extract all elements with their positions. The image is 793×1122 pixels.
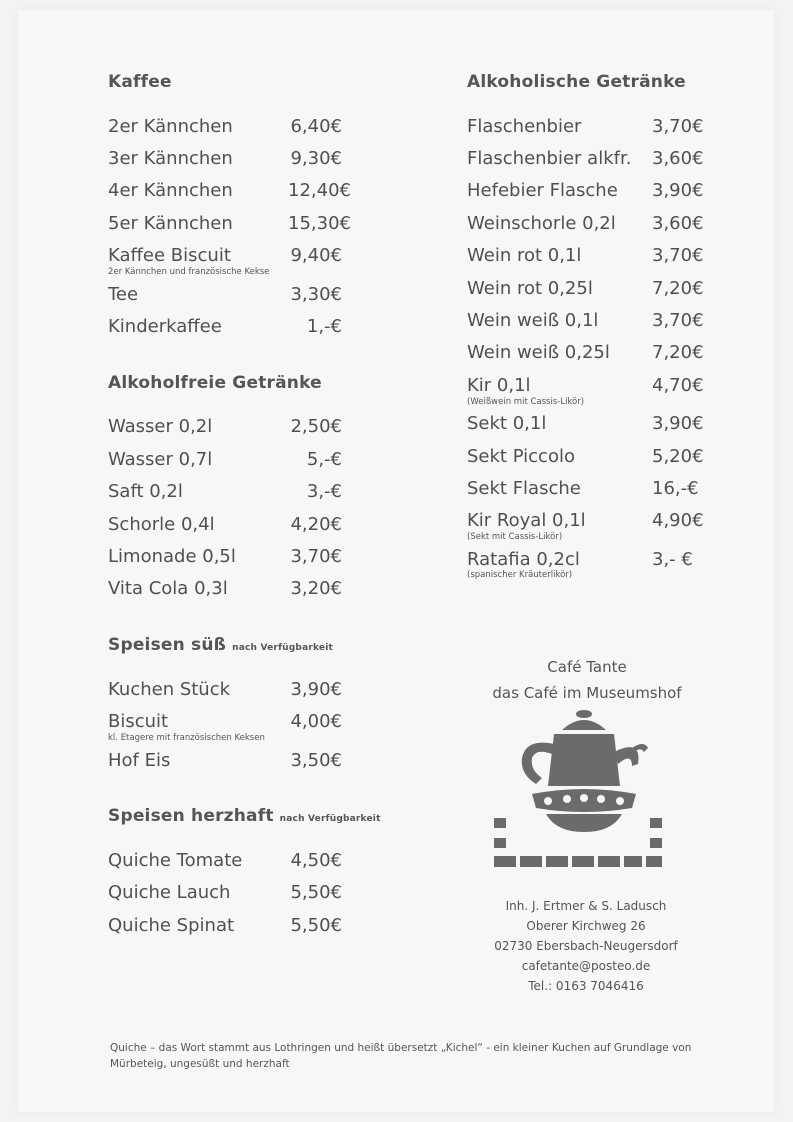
menu-item (467, 175, 707, 207)
menu-item-price: 3,90€ (290, 678, 342, 700)
menu-item-name: Vita Cola 0,3l (108, 578, 228, 600)
menu-item-name: Flaschenbier (467, 115, 582, 137)
menu-item (108, 278, 368, 310)
phone: Tel.: 0163 7046416 (528, 979, 644, 993)
menu-item-description: (spanischer Kräuterlikör) (467, 570, 573, 581)
teapot-icon (492, 708, 672, 878)
section-title (108, 72, 368, 92)
menu-item-name: Kaffee Biscuit (108, 245, 231, 267)
menu-item-price: 3,20€ (290, 578, 342, 600)
menu-item-name: Quiche Lauch (108, 882, 231, 904)
menu-item-price: 3,60€ (652, 148, 704, 170)
menu-item (467, 142, 707, 174)
section-title-text: Speisen herzhaft (108, 806, 274, 827)
menu-item (108, 877, 368, 909)
menu-column-right (467, 72, 707, 581)
menu-item-price: 3,30€ (290, 283, 342, 305)
menu-item-name: Hof Eis (108, 749, 171, 771)
menu-item-price: 3,- € (652, 548, 693, 570)
section-title (108, 635, 368, 655)
menu-item-name: Kir Royal 0,1l (467, 510, 586, 532)
owners: Inh. J. Ertmer & S. Ladusch (505, 899, 667, 913)
section-title-text: Speisen süß (108, 635, 227, 656)
menu-item-price: 3,70€ (652, 310, 704, 332)
menu-item-price: 4,20€ (290, 513, 342, 535)
menu-item-description: (Weißwein mit Cassis-Likör) (467, 396, 585, 407)
menu-item-price: 4,70€ (652, 374, 704, 396)
section-title (467, 72, 707, 92)
menu-item-price: 3,90€ (652, 180, 704, 202)
menu-item-name: Sekt Flasche (467, 477, 581, 499)
section-title-text: Kaffee (108, 72, 172, 92)
menu-item-price: 4,50€ (290, 849, 342, 871)
menu-item-price: 9,40€ (290, 245, 342, 267)
menu-item (108, 673, 368, 705)
menu-column-left (108, 72, 381, 941)
menu-item (467, 240, 707, 272)
brand-tagline: das Café im Museumshof (492, 684, 682, 702)
menu-item-name: Kuchen Stück (108, 678, 231, 700)
menu-item (108, 909, 368, 941)
menu-item-name: Quiche Spinat (108, 914, 235, 936)
menu-item (467, 408, 707, 440)
menu-item (108, 573, 368, 605)
menu-item-name: Ratafia 0,2cl (467, 548, 580, 570)
menu-item (108, 744, 368, 776)
menu-item-name: Tee (108, 283, 139, 305)
menu-item-price: 12,40€ (288, 180, 351, 202)
section-title (108, 806, 381, 827)
section-note: nach Verfügbarkeit (279, 814, 381, 825)
contact-block (468, 896, 704, 996)
menu-item (108, 207, 368, 239)
menu-item-name: Flaschenbier alkfr. (467, 148, 632, 170)
menu-item-price: 7,20€ (652, 277, 704, 299)
menu-item-price: 16,-€ (652, 477, 699, 499)
menu-item (108, 411, 368, 443)
section-gap (108, 605, 368, 635)
menu-item-price: 4,00€ (290, 711, 342, 733)
menu-item-name: 4er Kännchen (108, 180, 233, 202)
menu-item-name: 3er Kännchen (108, 148, 233, 170)
menu-item-name: Wasser 0,2l (108, 416, 213, 438)
menu-item-name: Weinschorle 0,2l (467, 212, 616, 234)
menu-item-name: Wein rot 0,25l (467, 277, 593, 299)
menu-item-name: Wein weiß 0,25l (467, 342, 610, 364)
section-title (108, 373, 368, 393)
email: cafetante@posteo.de (521, 959, 651, 973)
street: Oberer Kirchweg 26 (526, 919, 646, 933)
menu-item-price: 3,70€ (652, 245, 704, 267)
menu-item-price: 5,50€ (290, 882, 342, 904)
menu-item (108, 175, 368, 207)
menu-item-name: Wein weiß 0,1l (467, 310, 599, 332)
brand-block (467, 654, 707, 706)
menu-item-price: 7,20€ (652, 342, 704, 364)
menu-item-name: Biscuit (108, 711, 169, 733)
menu-item-price: 2,50€ (290, 416, 342, 438)
menu-item-description: 2er Kännchen und französische Kekse (108, 266, 270, 277)
menu-item-name: Wasser 0,7l (108, 448, 213, 470)
menu-item-name: Schorle 0,4l (108, 513, 215, 535)
menu-item-price: 3,90€ (652, 413, 704, 435)
menu-item-price: 3,70€ (290, 545, 342, 567)
menu-item-name: Quiche Tomate (108, 849, 243, 871)
menu-item (467, 337, 707, 369)
menu-item-description: (Sekt mit Cassis-Likör) (467, 532, 563, 543)
menu-item-name: Kir 0,1l (467, 374, 531, 396)
menu-item-name: Sekt 0,1l (467, 413, 547, 435)
quiche-footnote: Quiche – das Wort stammt aus Lothringen und heißt übersetzt „Kichel“ - ein kleiner Kuchen auf Grundlage von Mürbeteig, ungesüßt und herzhaft (110, 1042, 692, 1070)
section-title-text: Alkoholische Getränke (467, 72, 686, 92)
menu-item-name: Saft 0,2l (108, 481, 183, 503)
menu-item (108, 110, 368, 142)
menu-item-price: 15,30€ (288, 212, 351, 234)
menu-item (467, 207, 707, 239)
menu-item (467, 472, 707, 504)
menu-item (108, 540, 368, 572)
menu-item-name: Limonade 0,5l (108, 545, 236, 567)
menu-item (467, 272, 707, 304)
menu-item (467, 440, 707, 472)
menu-item (108, 508, 368, 540)
city: 02730 Ebersbach-Neugersdorf (494, 939, 678, 953)
menu-item-price: 3,-€ (306, 481, 342, 503)
menu-item (108, 476, 368, 508)
section-note: nach Verfügbarkeit (232, 643, 334, 654)
menu-item-price: 6,40€ (290, 115, 342, 137)
menu-item (108, 844, 368, 876)
menu-item-price: 5,20€ (652, 445, 704, 467)
menu-item-price: 4,90€ (652, 510, 704, 532)
menu-item (108, 443, 368, 475)
menu-item-name: Wein rot 0,1l (467, 245, 582, 267)
menu-item-price: 5,-€ (306, 448, 342, 470)
section-gap (108, 776, 368, 806)
menu-item (108, 310, 368, 342)
menu-item (467, 110, 707, 142)
menu-item-name: 2er Kännchen (108, 115, 233, 137)
menu-item-price: 9,30€ (290, 148, 342, 170)
menu-item-name: Sekt Piccolo (467, 445, 575, 467)
menu-item-name: Kinderkaffee (108, 316, 222, 338)
menu-item-price: 3,70€ (652, 115, 704, 137)
menu-item-name: 5er Kännchen (108, 212, 233, 234)
section-gap (108, 343, 368, 373)
menu-item-price: 3,50€ (290, 749, 342, 771)
menu-item-description: kl. Etagere mit französischen Keksen (108, 732, 265, 743)
menu-item-price: 5,50€ (290, 914, 342, 936)
menu-item (467, 304, 707, 336)
section-title-text: Alkoholfreie Getränke (108, 372, 322, 393)
brand-name: Café Tante (547, 658, 627, 676)
menu-item-price: 1,-€ (306, 316, 342, 338)
menu-item (108, 142, 368, 174)
menu-item-name: Hefebier Flasche (467, 180, 618, 202)
menu-item-price: 3,60€ (652, 212, 704, 234)
